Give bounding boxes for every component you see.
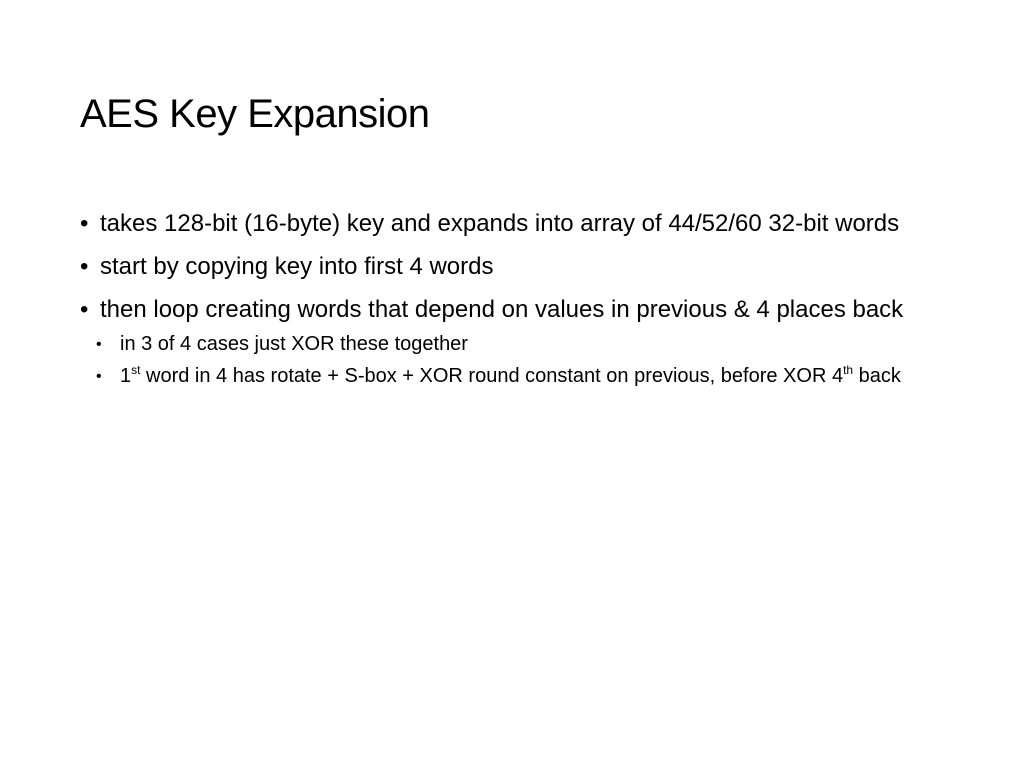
bullet-list bbox=[80, 208, 960, 402]
sub-bullet-text: in 3 of 4 cases just XOR these together bbox=[120, 333, 468, 355]
sub-bullet-list bbox=[80, 331, 960, 390]
bullet-marker: • bbox=[80, 296, 89, 323]
sub-bullet-text-part: word in 4 has rotate + S-box + XOR round constant on previous, before XOR 4 bbox=[140, 365, 844, 387]
bullet-item bbox=[80, 251, 960, 282]
ordinal-superscript: st bbox=[131, 363, 141, 377]
slide-title: AES Key Expansion bbox=[80, 92, 430, 136]
sub-bullet-marker: • bbox=[96, 336, 102, 353]
ordinal-superscript: th bbox=[843, 363, 854, 377]
bullet-item bbox=[80, 294, 960, 390]
bullet-item bbox=[80, 208, 960, 239]
bullet-text: takes 128-bit (16-byte) key and expands into array of 44/52/60 32-bit words bbox=[100, 210, 900, 237]
sub-bullet-item bbox=[80, 363, 960, 390]
sub-bullet-item bbox=[80, 331, 960, 358]
bullet-marker: • bbox=[80, 253, 89, 280]
sub-bullet-text-part: back bbox=[853, 365, 901, 387]
sub-bullet-text bbox=[120, 365, 901, 387]
bullet-text: then loop creating words that depend on values in previous & 4 places back bbox=[100, 296, 904, 323]
sub-bullet-text-part: 1 bbox=[120, 365, 132, 387]
sub-bullet-marker: • bbox=[96, 368, 102, 385]
bullet-text: start by copying key into first 4 words bbox=[100, 253, 494, 280]
bullet-marker: • bbox=[80, 210, 89, 237]
